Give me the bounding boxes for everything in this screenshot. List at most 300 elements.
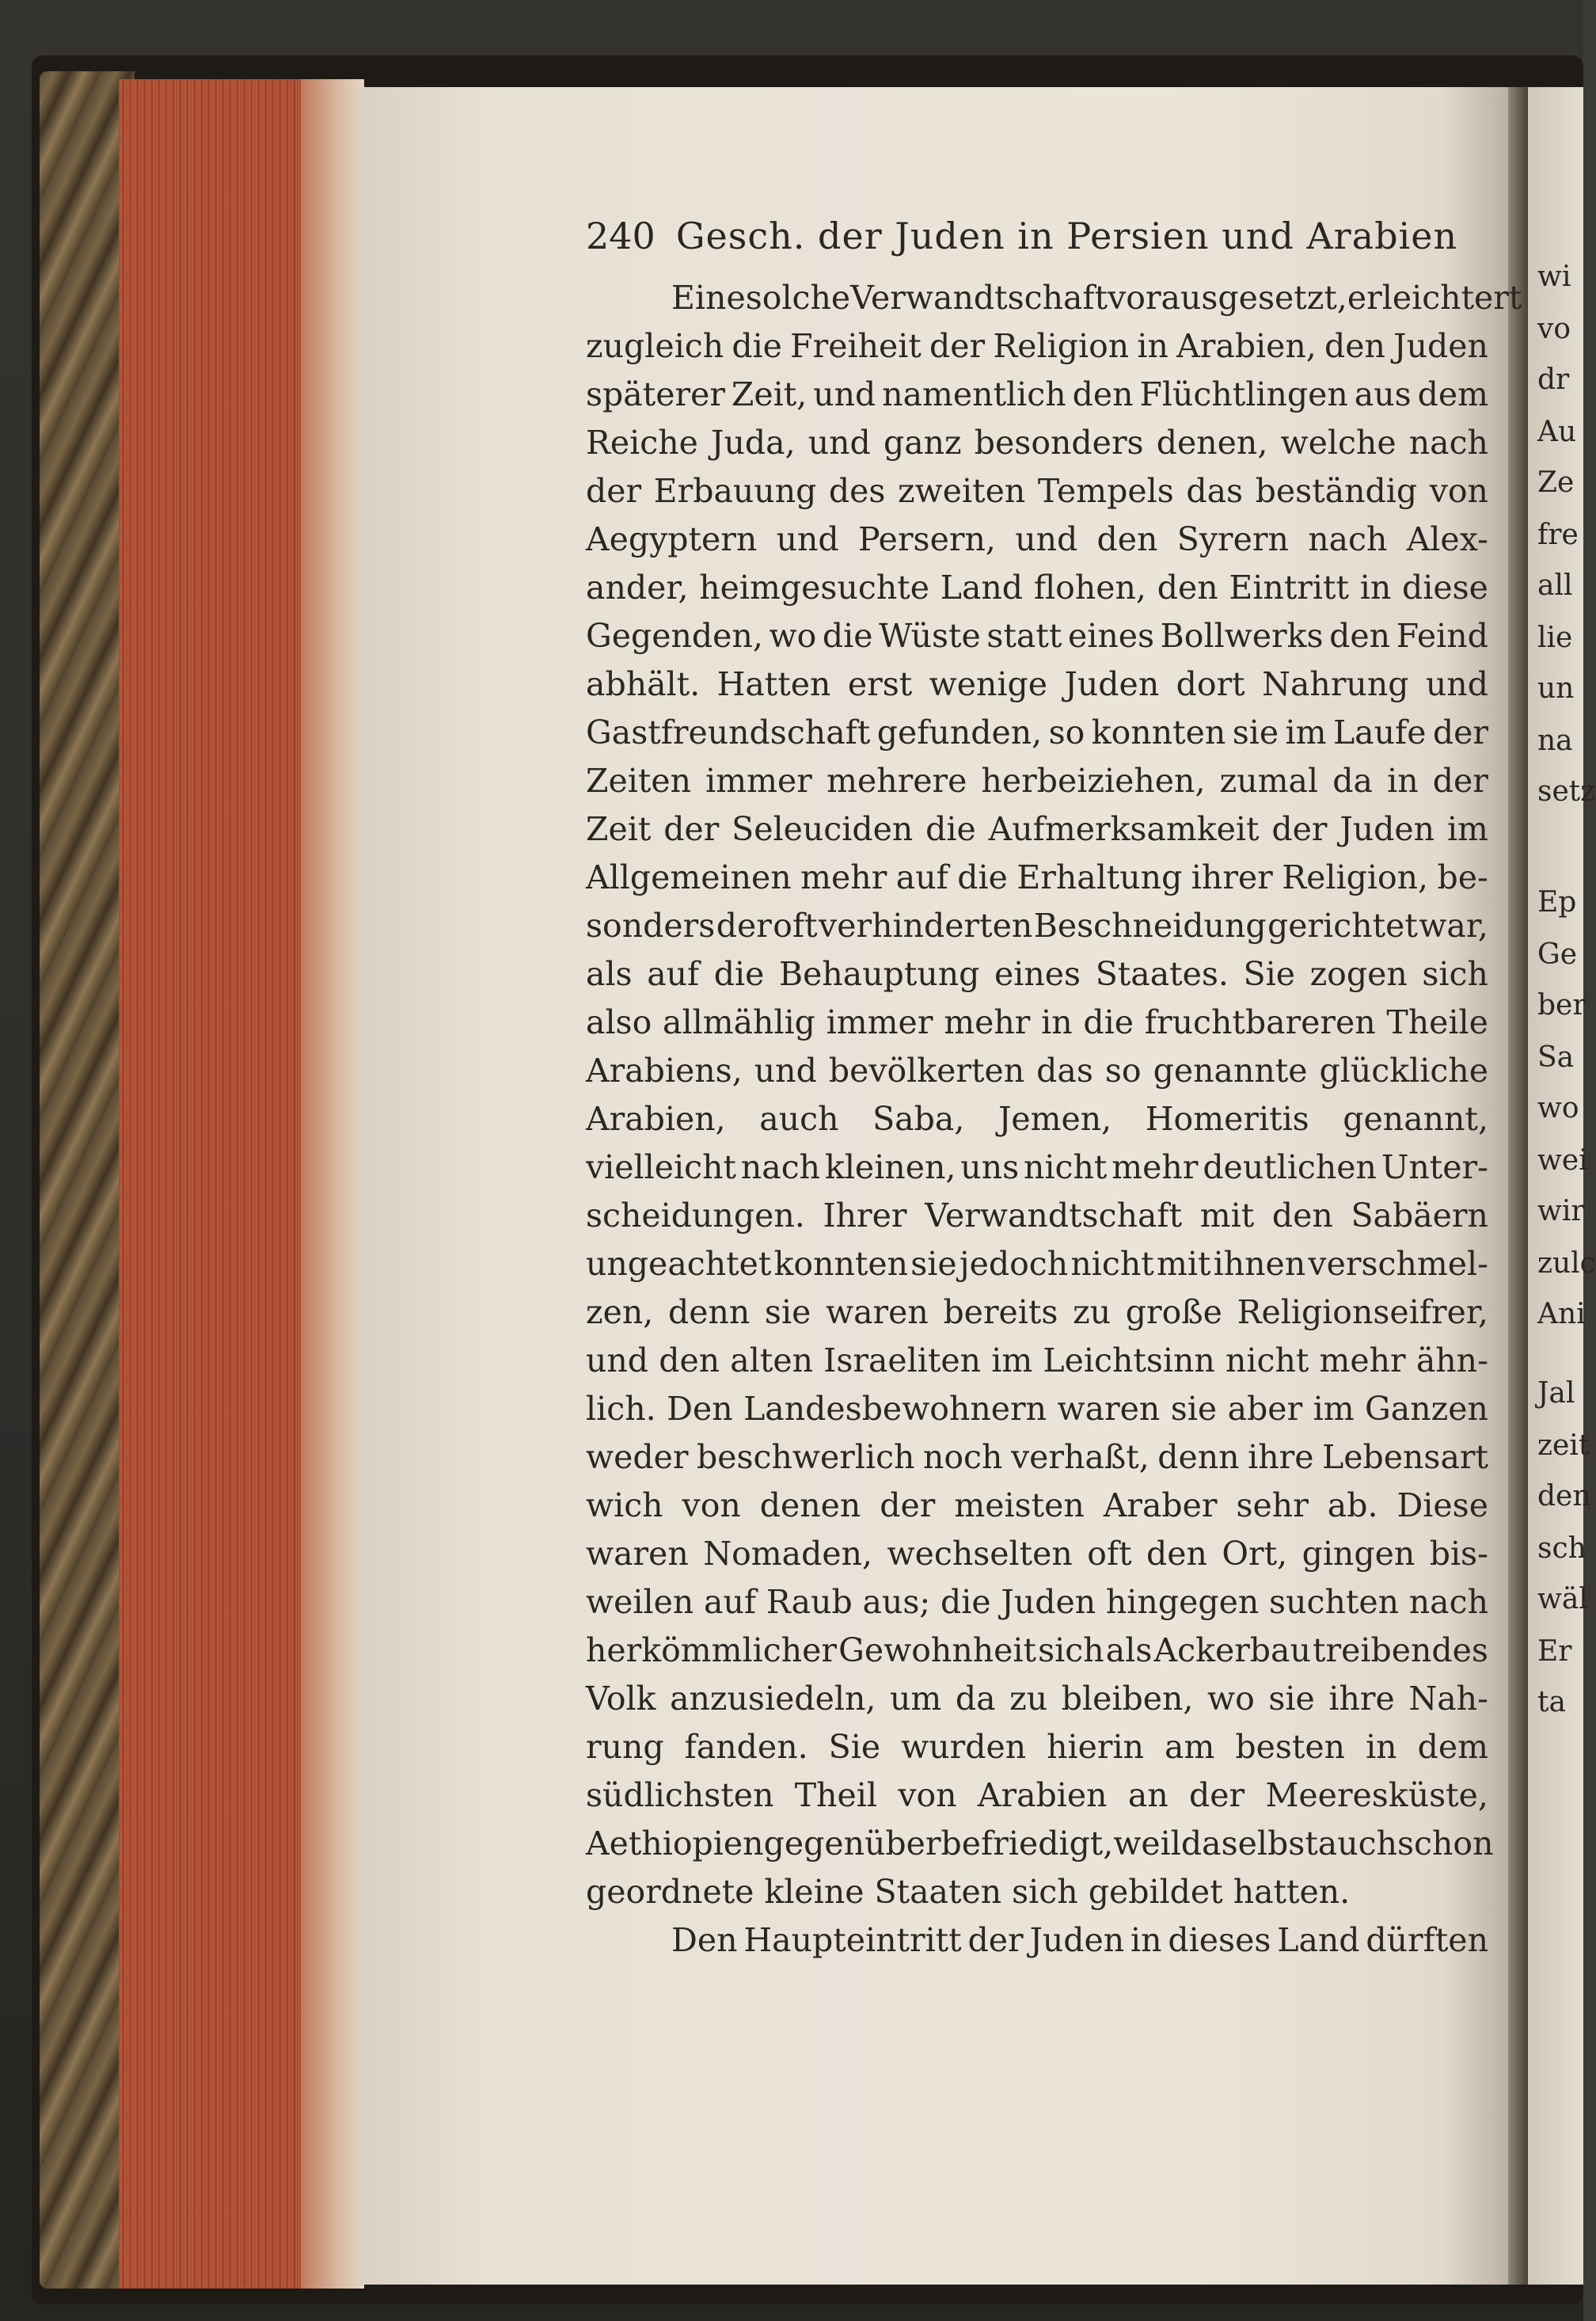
facing-page-fragment: lie (1537, 622, 1573, 654)
word: sie (910, 1245, 957, 1283)
word: mit (1156, 1245, 1211, 1283)
word: waren (586, 1535, 689, 1573)
facing-page-fragment: ta (1537, 1686, 1566, 1718)
word: Flüchtlingen (1139, 375, 1348, 413)
word: mehr (1112, 1148, 1199, 1186)
word: den (1329, 617, 1391, 655)
page-number: 240 (586, 215, 656, 257)
word: noch (922, 1438, 1003, 1476)
word: Leichtsinn (1043, 1341, 1215, 1379)
facing-page-fragment: Sa (1537, 1041, 1575, 1074)
word: Aufmerksamkeit (988, 810, 1260, 848)
word: ihrer (1191, 858, 1273, 896)
word: lich. (586, 1390, 656, 1428)
word: da (955, 1680, 996, 1718)
word: gegenüber (763, 1824, 941, 1863)
word: sehr (1236, 1486, 1309, 1524)
word: Seleuciden (732, 810, 914, 848)
word: und (813, 375, 876, 413)
word: bis- (1429, 1535, 1488, 1573)
word: dort (1176, 665, 1245, 703)
word: Arabien, (1176, 327, 1317, 365)
word: Eintritt (1229, 569, 1349, 607)
word: Gastfreundschaft (586, 713, 871, 751)
text-line (586, 1240, 1488, 1288)
facing-page-fragment: wir (1537, 1195, 1585, 1227)
facing-page-fragment: na (1537, 725, 1573, 757)
text-line (586, 1143, 1488, 1192)
word: hingegen (1105, 1583, 1260, 1621)
word: also (586, 1003, 652, 1041)
word: Lebensart (1322, 1438, 1488, 1476)
word: war, (1419, 907, 1488, 945)
word: Erbauung (653, 472, 817, 510)
word: Erhaltung (1016, 858, 1183, 896)
word: gefunden, (876, 713, 1043, 751)
word: Jemen, (998, 1100, 1112, 1138)
word: ander, (586, 569, 689, 607)
word: in (1130, 1921, 1162, 1959)
text-line (586, 1433, 1488, 1482)
word: im (1313, 1390, 1355, 1428)
word: verhaßt, (1010, 1438, 1150, 1476)
word: heimgesuchte (699, 569, 929, 607)
word: Zeit, (731, 375, 808, 413)
word: deutlichen (1203, 1148, 1377, 1186)
word: sie (1232, 713, 1279, 751)
word: gingen (1302, 1535, 1416, 1573)
word: auch (1317, 1824, 1398, 1863)
word: und (754, 1052, 817, 1090)
word: mehr (800, 858, 887, 896)
facing-page-fragment: zeit (1537, 1429, 1590, 1462)
word: Sie (1243, 955, 1295, 993)
word: denen, (1156, 424, 1268, 462)
text-line (586, 612, 1488, 660)
text-line (586, 1530, 1488, 1578)
word: Tempels (1037, 472, 1174, 510)
word: oft (1087, 1535, 1132, 1573)
word: nach (1408, 424, 1488, 462)
word: die (957, 858, 1008, 896)
word: rung (586, 1728, 664, 1766)
word: sie (1170, 1390, 1218, 1428)
word: schon (1397, 1824, 1494, 1863)
word: Juden (1393, 327, 1488, 365)
word: so (1048, 713, 1085, 751)
word: Beschneidung (1033, 907, 1267, 945)
word: Juden (1064, 665, 1160, 703)
word: Sie (828, 1728, 881, 1766)
word: Religion (993, 327, 1130, 365)
facing-page-fragment: un (1537, 672, 1575, 705)
word: waren (825, 1293, 929, 1331)
word: Zeiten (586, 762, 692, 800)
word: Religion, (1282, 858, 1429, 896)
page-edge-highlight (301, 79, 364, 2289)
word: die (822, 617, 873, 655)
word: besonders (974, 424, 1144, 462)
word: in (1137, 327, 1168, 365)
word: wich (586, 1486, 663, 1524)
text-line (586, 1192, 1488, 1240)
word: bereits (943, 1293, 1058, 1331)
word: suchten (1269, 1583, 1399, 1621)
word: weilen (586, 1583, 694, 1621)
facing-page-fragment: Ep (1537, 886, 1577, 919)
word: Verwandtschaft (850, 279, 1108, 317)
word: in (1387, 762, 1419, 800)
word: nach (1308, 520, 1388, 558)
word: Aethiopien (586, 1824, 764, 1863)
word: Eine (671, 279, 746, 317)
word: Raub (766, 1583, 853, 1621)
word: Araber (1103, 1486, 1218, 1524)
word: zogen (1309, 955, 1408, 993)
text-line (586, 1337, 1488, 1385)
text-line (586, 660, 1488, 709)
word: Gewohnheit (838, 1631, 1037, 1669)
word: zweiten (898, 472, 1026, 510)
word: mehr (1319, 1341, 1406, 1379)
word: des (828, 472, 886, 510)
word: im (991, 1341, 1033, 1379)
word: da (1332, 762, 1373, 800)
word: ganz (883, 424, 962, 462)
word: denn (667, 1293, 750, 1331)
facing-page-fragment: Er (1537, 1635, 1572, 1668)
word: flohen, (1033, 569, 1146, 607)
page-header (586, 212, 1488, 260)
word: und (808, 424, 871, 462)
word: auf (647, 955, 700, 993)
word: in (1359, 569, 1392, 607)
facing-page-fragment: sch (1537, 1532, 1586, 1565)
word: in (1366, 1728, 1397, 1766)
word: den (1271, 1197, 1333, 1235)
word: sie (764, 1293, 811, 1331)
word: Behauptung (779, 955, 980, 993)
text-line (586, 1627, 1488, 1675)
body-text (586, 274, 1522, 1965)
word: ähn- (1416, 1341, 1488, 1379)
word: der (929, 327, 986, 365)
word: denn (1157, 1438, 1240, 1476)
word: Arabiens, (586, 1052, 743, 1090)
text-line (586, 371, 1488, 419)
word: Alex- (1406, 520, 1488, 558)
word: sich (1038, 1631, 1104, 1669)
word: im (1446, 810, 1488, 848)
word: der (1432, 713, 1488, 751)
word: und (1015, 520, 1078, 558)
word: fruchtbareren (1144, 1003, 1376, 1041)
facing-page-fragment: all (1537, 569, 1573, 602)
word: dem (1417, 375, 1488, 413)
word: Staates. (1095, 955, 1229, 993)
word: Arabien, (586, 1100, 726, 1138)
word: Ihrer (823, 1197, 907, 1235)
word: denen (759, 1486, 861, 1524)
word: oft (773, 907, 818, 945)
word: den (659, 1341, 720, 1379)
word: Den (667, 1390, 733, 1428)
word: Allgemeinen (586, 858, 792, 896)
word: Ort, (1222, 1535, 1288, 1573)
word: den (1072, 375, 1134, 413)
word: erleichtert (1347, 279, 1522, 317)
word: Hatten (716, 665, 831, 703)
word: Theil (794, 1776, 878, 1814)
word: konnten (773, 1245, 909, 1283)
word: Gegenden, (586, 617, 763, 655)
word: weder (586, 1438, 689, 1476)
word: scheidungen. (586, 1197, 805, 1235)
word: allmählig (663, 1003, 815, 1041)
word: mehr (944, 1003, 1031, 1041)
word: verschmel- (1308, 1245, 1488, 1283)
word: an (1127, 1776, 1168, 1814)
facing-page-fragment: Ze (1537, 466, 1575, 499)
facing-page-fragment: dr (1537, 363, 1570, 396)
word: sich (1422, 955, 1488, 993)
text-line (586, 1482, 1488, 1530)
word: von (1429, 472, 1488, 510)
word: Landesbewohnern (743, 1390, 1047, 1428)
word: und (1425, 665, 1488, 703)
word: fanden. (684, 1728, 808, 1766)
word: auch (759, 1100, 839, 1138)
word: besten (1235, 1728, 1346, 1766)
word: genannte (1153, 1052, 1308, 1090)
word: beständig (1255, 472, 1418, 510)
text-line (586, 274, 1522, 322)
word: am (1165, 1728, 1215, 1766)
word: nicht (1070, 1245, 1154, 1283)
text-line (586, 950, 1488, 999)
word: be- (1437, 858, 1488, 896)
word: und (776, 520, 839, 558)
word: in (1041, 1003, 1073, 1041)
word: ab. (1327, 1486, 1378, 1524)
word: Laufe (1332, 713, 1427, 751)
word: statt (986, 617, 1062, 655)
facing-page-fragment: Au (1537, 416, 1577, 448)
word: aus (1354, 375, 1412, 413)
text-line (586, 1095, 1488, 1143)
word: nicht (1225, 1341, 1309, 1379)
word: zumal (1219, 762, 1319, 800)
word: wechselten (887, 1535, 1073, 1573)
word: Meeresküste, (1265, 1776, 1488, 1814)
word: eines (1067, 617, 1155, 655)
word: immer (826, 1003, 933, 1041)
facing-page-fragment: wo (1537, 1092, 1579, 1124)
facing-page-fragment: wei (1537, 1144, 1588, 1177)
word: Bollwerks (1160, 617, 1324, 655)
facing-page-fragment: den (1537, 1480, 1591, 1512)
word: hierin (1047, 1728, 1145, 1766)
word: befriedigt, (940, 1824, 1114, 1863)
word: südlichsten (586, 1776, 774, 1814)
word: dieses (1168, 1921, 1271, 1959)
word: wenige (929, 665, 1048, 703)
facing-page-fragment: wäl (1537, 1583, 1588, 1615)
word: die (732, 327, 782, 365)
word: wurden (901, 1728, 1027, 1766)
word: Saba, (872, 1100, 965, 1138)
word: Religionseifrer, (1237, 1293, 1488, 1331)
word: Reiche (586, 424, 698, 462)
word: der (967, 1921, 1024, 1959)
word: solche (745, 279, 851, 317)
word: immer (705, 762, 812, 800)
word: Juden (1029, 1921, 1125, 1959)
word: Juda, (711, 424, 796, 462)
word: Land (940, 569, 1024, 607)
word: zugleich (586, 327, 724, 365)
word: Arabien (977, 1776, 1108, 1814)
word: Syrern (1176, 520, 1289, 558)
word: ihre (1328, 1680, 1395, 1718)
text-line (586, 1723, 1488, 1771)
word: das (1186, 472, 1244, 510)
text-line (586, 1578, 1488, 1627)
facing-page-fragment: Ani (1537, 1298, 1586, 1330)
word: der (880, 1486, 936, 1524)
text-line (586, 1820, 1494, 1868)
word: gerichtet (1267, 907, 1418, 945)
word: wo (769, 617, 817, 655)
word: den (1157, 569, 1218, 607)
word: der (1271, 810, 1328, 848)
word: Nomaden, (703, 1535, 873, 1573)
word: das (1036, 1052, 1093, 1090)
word: Juden (1001, 1583, 1096, 1621)
word: herkömmlicher (586, 1631, 838, 1669)
word: im (1285, 713, 1327, 751)
text-line (586, 1047, 1488, 1095)
word: eines (994, 955, 1081, 993)
word: meisten (954, 1486, 1085, 1524)
word: um (890, 1680, 942, 1718)
facing-page-fragment: fre (1537, 519, 1579, 551)
facing-page-fragment: ber (1537, 989, 1586, 1022)
word: Den (671, 1921, 738, 1959)
text-line (586, 1771, 1488, 1820)
word: nicht (1024, 1148, 1108, 1186)
word: Ackerbau (1153, 1631, 1311, 1669)
word: so (1104, 1052, 1142, 1090)
word: von (682, 1486, 741, 1524)
text-line (586, 467, 1488, 516)
word: Aegyptern (586, 520, 758, 558)
text-line (586, 805, 1488, 854)
word: auf (704, 1583, 757, 1621)
word: zu (1073, 1293, 1112, 1331)
page-edges (119, 79, 309, 2289)
word: genannt, (1343, 1100, 1488, 1138)
word: zen, (586, 1293, 654, 1331)
word: glückliche (1319, 1052, 1488, 1090)
word: die (940, 1583, 991, 1621)
facing-page-fragment: zulc (1537, 1247, 1596, 1280)
word: abhält. (586, 665, 701, 703)
word: späterer (586, 375, 725, 413)
text-line (586, 516, 1488, 564)
word: der (1189, 1776, 1245, 1814)
word: die (925, 810, 976, 848)
word: konnten (1091, 713, 1226, 751)
text-line (586, 564, 1488, 612)
facing-page-fragment: vo (1537, 313, 1571, 345)
word: nach (1408, 1583, 1488, 1621)
word: sonders (586, 907, 716, 945)
word: alten (730, 1341, 813, 1379)
word: uns (960, 1148, 1020, 1186)
word: dürften (1366, 1921, 1488, 1959)
text-line: geordnete kleine Staaten sich gebildet hatten. (586, 1873, 1351, 1911)
word: verhinderten (819, 907, 1033, 945)
word: nach (740, 1148, 821, 1186)
word: vorausgesetzt, (1108, 279, 1347, 317)
text-line (586, 1385, 1488, 1433)
word: kleinen, (824, 1148, 956, 1186)
word: als (586, 955, 633, 993)
text-line (586, 1916, 1488, 1965)
facing-page-fragment: setz (1537, 775, 1596, 808)
word: Nah- (1408, 1680, 1488, 1718)
word: waren (1057, 1390, 1161, 1428)
word: den (1324, 327, 1385, 365)
word: den (1096, 520, 1158, 558)
word: auf (895, 858, 948, 896)
word: den (1146, 1535, 1207, 1573)
word: wo (1207, 1680, 1255, 1718)
word: dem (1417, 1728, 1488, 1766)
word: Freiheit (790, 327, 922, 365)
word: ihre (1248, 1438, 1314, 1476)
word: weil (1113, 1824, 1181, 1863)
text-line (586, 1288, 1488, 1337)
word: von (898, 1776, 957, 1814)
running-head: Gesch. der Juden in Persien und Arabien (675, 215, 1458, 257)
word: Homeritis (1145, 1100, 1309, 1138)
word: Wüste (879, 617, 981, 655)
word: als (1105, 1631, 1153, 1669)
facing-page-fragment: Jal (1537, 1377, 1575, 1410)
word: Ganzen (1365, 1390, 1488, 1428)
word: Nahrung (1262, 665, 1409, 703)
word: die (1083, 1003, 1134, 1041)
word: bleiben, (1061, 1680, 1194, 1718)
word: herbeiziehen, (981, 762, 1206, 800)
word: Diese (1396, 1486, 1488, 1524)
text-line (586, 999, 1488, 1047)
word: daselbst (1180, 1824, 1318, 1863)
word: große (1125, 1293, 1222, 1331)
word: namentlich (882, 375, 1066, 413)
word: vielleicht (586, 1148, 736, 1186)
word: Feind (1396, 617, 1488, 655)
word: der (716, 907, 772, 945)
word: erst (847, 665, 913, 703)
word: Sabäern (1351, 1197, 1488, 1235)
text-line (586, 854, 1488, 902)
facing-page-fragment: Ge (1537, 938, 1578, 971)
facing-page-fragment: wi (1537, 261, 1571, 293)
word: bevölkerten (828, 1052, 1025, 1090)
